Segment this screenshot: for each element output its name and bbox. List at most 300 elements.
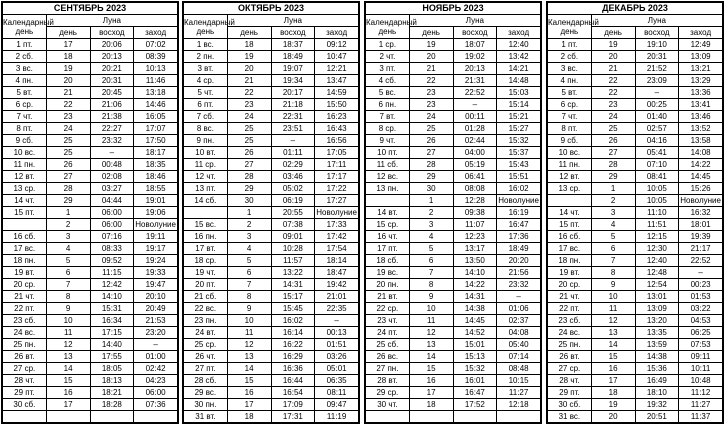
cell-rise: 19:10: [635, 39, 679, 51]
cell-age: 6: [46, 267, 90, 279]
cell-rise: 20:45: [90, 87, 134, 99]
table-row: [548, 327, 723, 339]
cell-rise: 02:29: [271, 159, 315, 171]
cell-age: 5: [227, 255, 271, 267]
cell-rise: 23:51: [271, 123, 315, 135]
cell-set: 17:22: [315, 183, 359, 195]
cell-set: 01:00: [134, 351, 178, 363]
cell-set: 16:05: [134, 111, 178, 123]
cell-age: [409, 411, 453, 423]
cell-set: [134, 411, 178, 423]
cell-set: 01:51: [315, 339, 359, 351]
cell-day: 9 сб.: [548, 135, 592, 147]
table-row: [184, 255, 359, 267]
cell-rise: 20:21: [90, 63, 134, 75]
cell-set: Новолуние: [316, 208, 357, 217]
cell-rise: 19:02: [453, 51, 497, 63]
cell-age: 15: [46, 375, 90, 387]
header-age: день: [227, 27, 271, 39]
cell-set: 04:53: [679, 315, 723, 327]
table-row: [548, 87, 723, 99]
cell-rise: 18:49: [271, 51, 315, 63]
cell-age: 9: [591, 279, 635, 291]
table-row: [548, 399, 723, 411]
table-row: [366, 279, 541, 291]
cell-day: 29 вс.: [184, 387, 228, 399]
cell-age: 29: [591, 171, 635, 183]
cell-day: 17 вс.: [3, 243, 47, 255]
cell-day: 25 пн.: [548, 339, 592, 351]
cell-age: 20: [591, 51, 635, 63]
table-row: [548, 243, 723, 255]
cell-rise: 15:31: [90, 303, 134, 315]
table-row: [548, 231, 723, 243]
cell-age: 22: [591, 75, 635, 87]
table-row: [548, 111, 723, 123]
table-row: [184, 135, 359, 147]
cell-age: 8: [409, 279, 453, 291]
table-row: [184, 51, 359, 63]
cell-day: 6 пн.: [366, 99, 410, 111]
header-rise: восход: [453, 27, 497, 39]
cell-age: 11: [591, 303, 635, 315]
cell-day: 19 вт.: [3, 267, 47, 279]
cell-set: 08:11: [315, 387, 359, 399]
cell-set: 13:41: [679, 99, 723, 111]
cell-day: 4 пн.: [3, 75, 47, 87]
cell-age: 18: [227, 39, 271, 51]
table-row: [184, 399, 359, 411]
table-row: [3, 399, 178, 411]
cell-rise: 02:44: [453, 135, 497, 147]
cell-day: 5 чт.: [184, 87, 228, 99]
cell-day: 27 ср.: [3, 363, 47, 375]
cell-rise: 20:55: [271, 207, 315, 219]
cell-set: 20:20: [497, 255, 541, 267]
cell-rise: –: [271, 135, 315, 147]
month-table: [1, 1, 179, 424]
cell-age: 19: [227, 51, 271, 63]
table-row: [366, 183, 541, 195]
cell-rise: –: [635, 87, 679, 99]
table-row: [548, 171, 723, 183]
lunar-table: [365, 2, 541, 423]
table-row: [548, 183, 723, 195]
cell-rise: 06:00: [90, 219, 134, 231]
table-row: [366, 339, 541, 351]
cell-day: 30 чт.: [366, 399, 410, 411]
cell-age: 10: [591, 291, 635, 303]
cell-set: 15:26: [679, 183, 723, 195]
cell-age: 7: [409, 267, 453, 279]
cell-day: 23 сб.: [3, 315, 47, 327]
cell-rise: 23:32: [90, 135, 134, 147]
table-row: [184, 183, 359, 195]
cell-age: 3: [591, 207, 635, 219]
cell-age: 14: [46, 363, 90, 375]
cell-age: 18: [409, 399, 453, 411]
cell-set: 15:21: [497, 111, 541, 123]
cell-set: 14:21: [497, 63, 541, 75]
header-calendar-day: Календарный день: [366, 15, 410, 39]
lunar-table: [547, 2, 723, 423]
cell-rise: 04:00: [453, 147, 497, 159]
cell-age: 16: [46, 387, 90, 399]
table-row: [548, 75, 723, 87]
cell-set: 18:49: [497, 243, 541, 255]
cell-rise: 13:20: [635, 315, 679, 327]
cell-day: 6 пт.: [184, 99, 228, 111]
month-table: [364, 1, 542, 424]
table-row: [184, 219, 359, 231]
cell-rise: 19:32: [635, 399, 679, 411]
cell-day: 8 ср.: [366, 123, 410, 135]
cell-rise: 12:28: [453, 195, 497, 207]
cell-rise: 04:44: [90, 195, 134, 207]
table-row: [184, 87, 359, 99]
cell-set: 13:47: [315, 75, 359, 87]
cell-day: 9 пн.: [184, 135, 228, 147]
table-row: [548, 291, 723, 303]
cell-set: 10:47: [315, 51, 359, 63]
cell-age: 25: [227, 135, 271, 147]
cell-set: 11:27: [497, 387, 541, 399]
cell-set: 13:58: [679, 135, 723, 147]
cell-set: 17:27: [315, 195, 359, 207]
cell-age: 24: [46, 123, 90, 135]
cell-rise: 14:40: [90, 339, 134, 351]
cell-rise: 19:07: [271, 63, 315, 75]
cell-rise: 01:40: [635, 111, 679, 123]
cell-age: 18: [591, 387, 635, 399]
cell-set: 07:36: [134, 399, 178, 411]
cell-set: 12:18: [497, 399, 541, 411]
cell-age: 25: [409, 123, 453, 135]
cell-age: 29: [227, 183, 271, 195]
table-row: [184, 99, 359, 111]
cell-age: 17: [591, 375, 635, 387]
cell-day: 28 чт.: [548, 375, 592, 387]
cell-day: 14 вт.: [366, 207, 410, 219]
cell-age: 13: [409, 339, 453, 351]
cell-rise: 16:02: [271, 315, 315, 327]
table-row: [3, 303, 178, 315]
cell-age: 23: [46, 111, 90, 123]
month-table: [546, 1, 724, 424]
table-row: [184, 111, 359, 123]
table-row: [3, 183, 178, 195]
table-row: [548, 219, 723, 231]
cell-set: –: [497, 291, 541, 303]
cell-rise: 21:18: [271, 99, 315, 111]
cell-rise: 16:36: [271, 363, 315, 375]
header-moon: Луна: [227, 15, 358, 27]
cell-age: 19: [591, 39, 635, 51]
cell-set: 21:56: [497, 267, 541, 279]
cell-rise: 17:31: [271, 411, 315, 423]
cell-set: 04:08: [497, 327, 541, 339]
cell-rise: 21:38: [90, 111, 134, 123]
cell-rise: 23:09: [635, 75, 679, 87]
cell-set: 20:49: [134, 303, 178, 315]
cell-age: 6: [409, 255, 453, 267]
cell-age: 2: [591, 195, 635, 207]
table-row: [184, 123, 359, 135]
cell-day: 19 вс.: [366, 267, 410, 279]
cell-set: 13:21: [679, 63, 723, 75]
table-row: [366, 147, 541, 159]
cell-age: 15: [409, 363, 453, 375]
cell-age: 27: [227, 159, 271, 171]
cell-set: 17:36: [497, 231, 541, 243]
cell-day: 6 ср.: [3, 99, 47, 111]
cell-age: 28: [591, 159, 635, 171]
table-row: [3, 339, 178, 351]
cell-day: 20 ср.: [3, 279, 47, 291]
table-row: [3, 315, 178, 327]
cell-day: 17 вт.: [184, 243, 228, 255]
lunar-table: [2, 2, 178, 423]
table-row: [366, 327, 541, 339]
table-row: [184, 279, 359, 291]
header-row: [548, 15, 723, 27]
cell-age: 10: [46, 315, 90, 327]
cell-set: 13:42: [497, 51, 541, 63]
cell-age: 26: [227, 147, 271, 159]
cell-day: 12 вт.: [3, 171, 47, 183]
cell-age: 12: [409, 327, 453, 339]
lunar-table: [183, 2, 359, 423]
cell-set: 10:13: [134, 63, 178, 75]
cell-age: 1: [409, 195, 453, 207]
cell-day: 9 сб.: [3, 135, 47, 147]
cell-set: 18:17: [134, 147, 178, 159]
cell-rise: 12:54: [635, 279, 679, 291]
cell-set: 16:19: [497, 207, 541, 219]
cell-day: [184, 207, 228, 219]
cell-rise: 00:48: [90, 159, 134, 171]
table-row: [3, 243, 178, 255]
cell-set: –: [134, 339, 178, 351]
cell-day: 8 пт.: [548, 123, 592, 135]
header-moon: Луна: [591, 15, 722, 27]
table-row: [184, 387, 359, 399]
cell-age: 15: [227, 375, 271, 387]
table-row: [366, 315, 541, 327]
cell-rise: 21:52: [635, 63, 679, 75]
cell-set: 11:27: [679, 399, 723, 411]
cell-age: 30: [227, 195, 271, 207]
cell-day: 2 сб.: [3, 51, 47, 63]
cell-set: 15:14: [497, 99, 541, 111]
cell-set: 16:23: [315, 111, 359, 123]
header-set: заход: [315, 27, 359, 39]
cell-age: 19: [46, 63, 90, 75]
cell-rise: 20:13: [453, 63, 497, 75]
cell-day: 4 сб.: [366, 75, 410, 87]
cell-day: 13 пт.: [184, 183, 228, 195]
cell-day: 30 сб.: [548, 399, 592, 411]
cell-day: 14 сб.: [184, 195, 228, 207]
cell-day: 22 пт.: [3, 303, 47, 315]
table-row: [184, 195, 359, 207]
cell-day: 7 чт.: [548, 111, 592, 123]
cell-day: 15 пт.: [3, 207, 47, 219]
table-row: [3, 387, 178, 399]
cell-rise: 19:34: [271, 75, 315, 87]
cell-rise: 11:51: [635, 219, 679, 231]
table-row: [548, 411, 723, 423]
cell-age: 13: [591, 327, 635, 339]
cell-age: 29: [46, 195, 90, 207]
cell-set: 14:22: [679, 159, 723, 171]
cell-set: –: [679, 267, 723, 279]
table-row: [184, 171, 359, 183]
cell-set: 20:10: [134, 291, 178, 303]
cell-age: 10: [409, 303, 453, 315]
table-row: [366, 303, 541, 315]
cell-age: 22: [46, 99, 90, 111]
cell-day: 7 вт.: [366, 111, 410, 123]
table-row: [366, 387, 541, 399]
cell-day: 29 пт.: [3, 387, 47, 399]
cell-rise: 10:05: [635, 195, 679, 207]
cell-day: 13 ср.: [3, 183, 47, 195]
cell-day: 23 чт.: [366, 315, 410, 327]
cell-rise: 15:45: [271, 303, 315, 315]
table-row: [3, 207, 178, 219]
cell-rise: 20:31: [635, 51, 679, 63]
table-row: [184, 315, 359, 327]
cell-rise: 15:36: [635, 363, 679, 375]
cell-day: 21 сб.: [184, 291, 228, 303]
title-row: [184, 3, 359, 15]
table-row: [3, 123, 178, 135]
cell-set: 18:35: [134, 159, 178, 171]
table-row: [366, 399, 541, 411]
cell-rise: 14:38: [453, 303, 497, 315]
table-row: [184, 75, 359, 87]
table-row: [3, 195, 178, 207]
cell-set: 11:12: [679, 387, 723, 399]
cell-day: 28 сб.: [184, 375, 228, 387]
month-title: ДЕКАБРЬ 2023: [548, 3, 723, 15]
cell-set: 09:12: [315, 39, 359, 51]
cell-set: 14:46: [134, 99, 178, 111]
table-row: [548, 99, 723, 111]
cell-rise: 15:13: [453, 351, 497, 363]
table-row: [3, 75, 178, 87]
cell-day: 18 ср.: [184, 255, 228, 267]
cell-day: 31 вс.: [548, 411, 592, 423]
cell-day: 3 пт.: [366, 63, 410, 75]
cell-rise: 11:07: [453, 219, 497, 231]
cell-day: 24 вс.: [3, 327, 47, 339]
header-rise: восход: [90, 27, 134, 39]
cell-day: 16 сб.: [3, 231, 47, 243]
cell-day: 12 вт.: [548, 171, 592, 183]
cell-day: 10 вс.: [548, 147, 592, 159]
cell-age: 7: [591, 255, 635, 267]
cell-set: 06:35: [315, 375, 359, 387]
cell-age: 16: [409, 375, 453, 387]
cell-age: 12: [591, 315, 635, 327]
cell-rise: 18:10: [635, 387, 679, 399]
cell-day: 4 ср.: [184, 75, 228, 87]
cell-set: 19:33: [134, 267, 178, 279]
cell-day: 16 пн.: [184, 231, 228, 243]
month-title: ОКТЯБРЬ 2023: [184, 3, 359, 15]
cell-rise: 22:27: [90, 123, 134, 135]
table-row: [366, 51, 541, 63]
cell-rise: 15:17: [271, 291, 315, 303]
cell-age: 4: [409, 231, 453, 243]
cell-age: 17: [46, 39, 90, 51]
table-row: [184, 339, 359, 351]
cell-day: 14 чт.: [548, 207, 592, 219]
cell-set: 05:01: [315, 363, 359, 375]
cell-rise: 16:49: [635, 375, 679, 387]
cell-set: 07:02: [134, 39, 178, 51]
cell-rise: 07:38: [271, 219, 315, 231]
cell-day: 13 пн.: [366, 183, 410, 195]
cell-age: 22: [591, 87, 635, 99]
cell-age: 10: [227, 315, 271, 327]
cell-set: 07:53: [679, 339, 723, 351]
table-row: [3, 279, 178, 291]
cell-day: 24 пт.: [366, 327, 410, 339]
table-row: [366, 351, 541, 363]
table-row: [184, 147, 359, 159]
cell-age: 12: [227, 339, 271, 351]
cell-set: 15:32: [497, 135, 541, 147]
cell-rise: 12:40: [635, 255, 679, 267]
cell-age: 2: [227, 219, 271, 231]
cell-rise: 11:15: [90, 267, 134, 279]
cell-set: 23:20: [134, 327, 178, 339]
cell-age: 14: [409, 351, 453, 363]
table-row: [184, 375, 359, 387]
table-row: [184, 363, 359, 375]
cell-set: 17:42: [315, 231, 359, 243]
cell-rise: 01:11: [271, 147, 315, 159]
table-row: [548, 387, 723, 399]
cell-set: 17:17: [315, 171, 359, 183]
cell-rise: 10:05: [635, 183, 679, 195]
cell-age: 17: [227, 399, 271, 411]
cell-rise: 17:09: [271, 399, 315, 411]
cell-set: 16:47: [497, 219, 541, 231]
cell-age: 14: [591, 339, 635, 351]
table-row: [366, 243, 541, 255]
header-set: заход: [679, 27, 723, 39]
cell-age: 20: [46, 75, 90, 87]
cell-day: [366, 195, 410, 207]
cell-day: 30 пн.: [184, 399, 228, 411]
cell-day: 20 пн.: [366, 279, 410, 291]
cell-rise: 05:41: [635, 147, 679, 159]
cell-set: 15:43: [497, 159, 541, 171]
cell-age: 26: [409, 135, 453, 147]
cell-rise: 20:31: [90, 75, 134, 87]
cell-age: 27: [409, 147, 453, 159]
table-row: [548, 147, 723, 159]
cell-set: Новолуние: [498, 196, 539, 205]
cell-day: 18 сб.: [366, 255, 410, 267]
header-age: день: [409, 27, 453, 39]
cell-set: 16:32: [679, 207, 723, 219]
cell-set: –: [315, 315, 359, 327]
